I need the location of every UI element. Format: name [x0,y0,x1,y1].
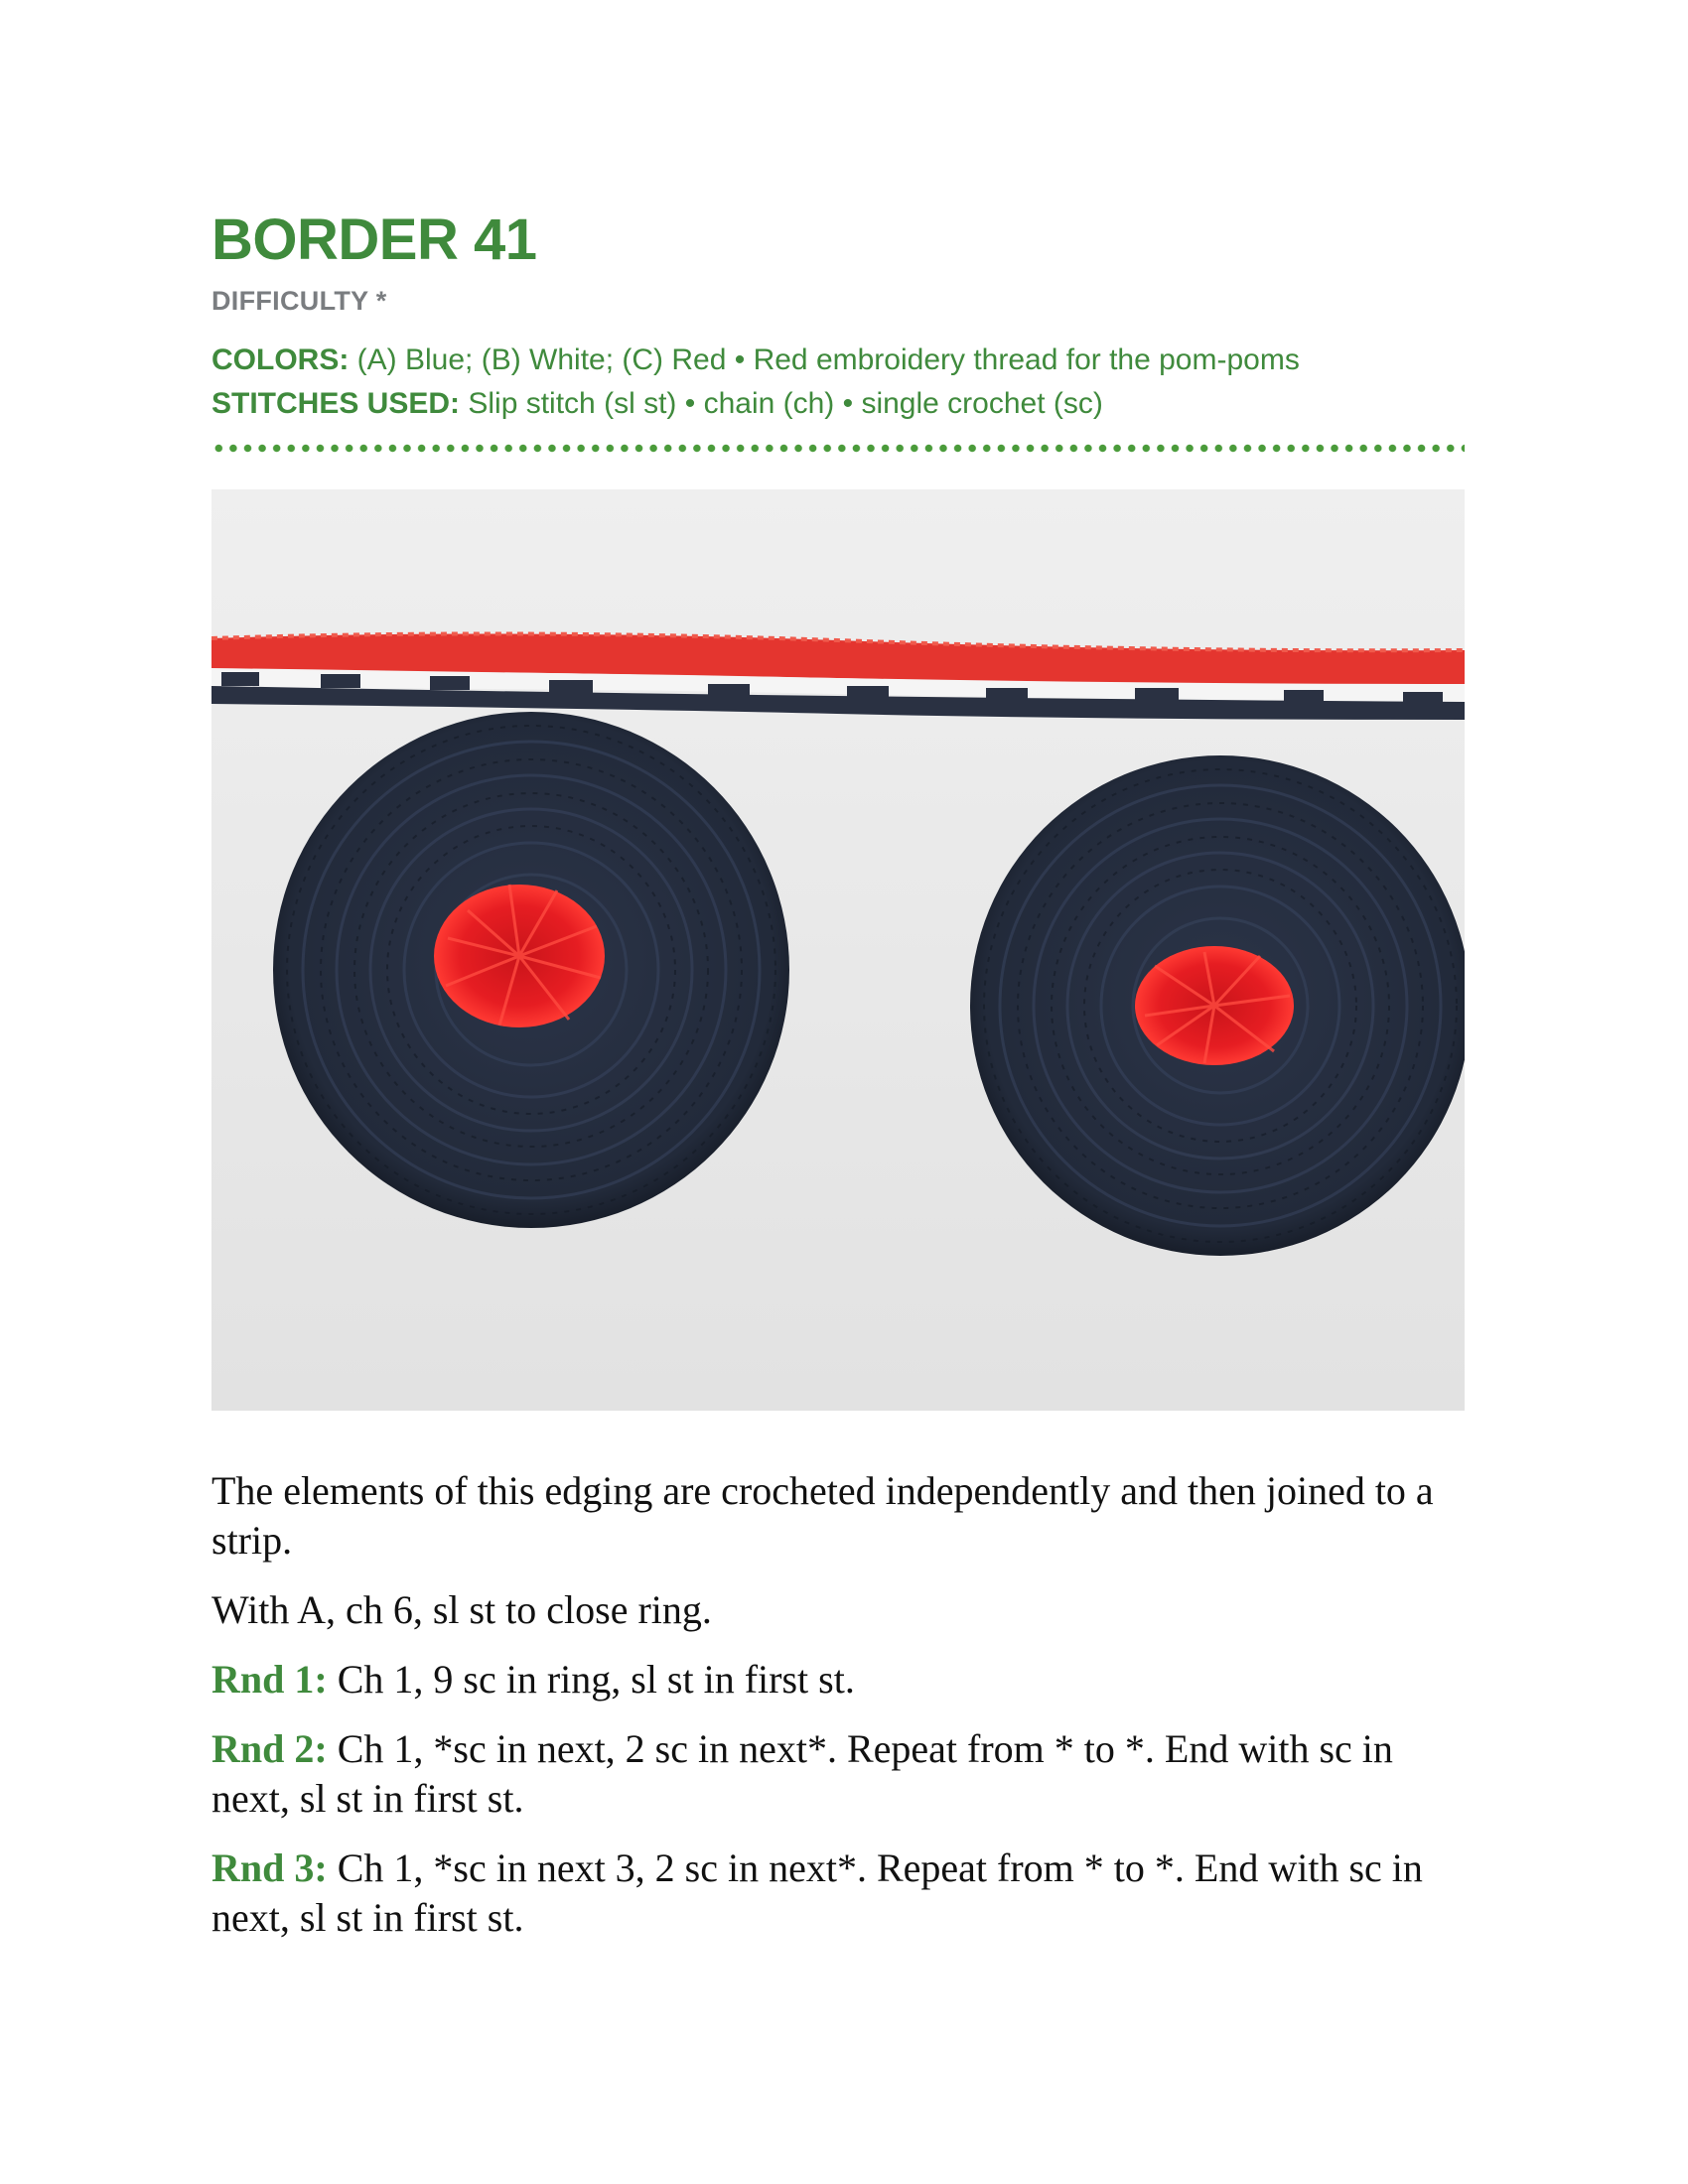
round-3-text: Ch 1, *sc in next 3, 2 sc in next*. Repeat from * to *. End with sc in next, sl st in first st. [211,1845,1423,1940]
colors-label: COLORS: [211,343,350,376]
page-title: BORDER 41 [211,207,537,272]
round-3-label: Rnd 3: [211,1845,328,1890]
dotted-divider [211,444,1465,453]
round-2-label: Rnd 2: [211,1726,328,1771]
page-content [211,208,1465,1963]
stitches-value: Slip stitch (sl st) • chain (ch) • single crochet (sc) [460,387,1103,420]
round-1-label: Rnd 1: [211,1657,328,1702]
round-2 [211,1724,1465,1824]
round-3 [211,1843,1465,1943]
round-2-text: Ch 1, *sc in next, 2 sc in next*. Repeat from * to *. End with sc in next, sl st in first st. [211,1726,1393,1821]
difficulty-rating: DIFFICULTY * [211,286,387,316]
crochet-border-photo [211,489,1465,1411]
colors-line [211,339,1465,382]
stitches-line [211,382,1465,426]
stitches-label: STITCHES USED: [211,387,461,420]
colors-value: (A) Blue; (B) White; (C) Red • Red embroidery thread for the pom-poms [349,343,1300,376]
start-paragraph: With A, ch 6, sl st to close ring. [211,1587,712,1632]
intro-paragraph: The elements of this edging are crocheted independently and then joined to a strip. [211,1468,1434,1563]
round-1-text: Ch 1, 9 sc in ring, sl st in first st. [327,1657,855,1702]
round-1 [211,1655,1465,1705]
pattern-meta [211,339,1465,426]
instructions [211,1466,1465,1943]
